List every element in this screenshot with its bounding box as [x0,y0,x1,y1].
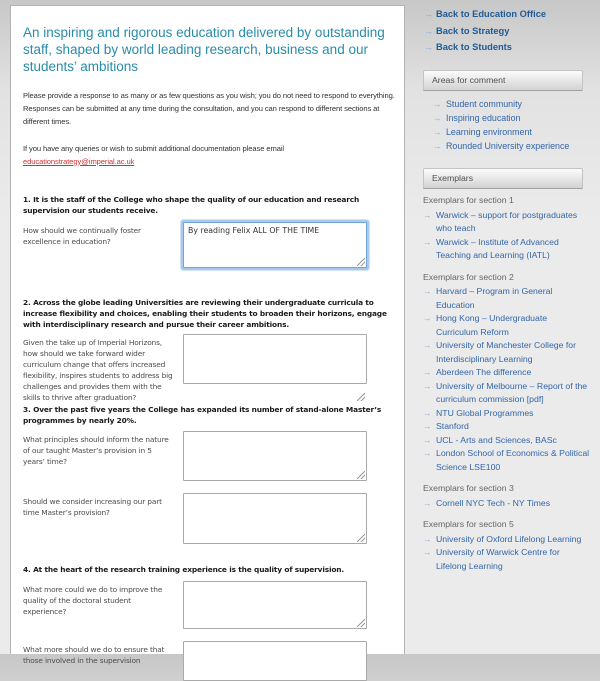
textarea-wrap [183,431,367,481]
field-label: Should we consider increasing our part time Master’s provision? [23,497,162,517]
link-label: Aberdeen The difference [436,367,532,377]
arrow-icon: → [423,313,432,323]
question-3-field-row-2 [23,493,401,544]
field-label: Given the take up of Imperial Horizons, how should we take forward wider curriculum change that offers increased flexibility, inspires students to address big challenges and provides them with the skills to thrive after graduation? [23,338,173,402]
exemplar-group-section-5 [423,518,591,573]
textarea-wrap [183,334,367,403]
sidebar-link-stanford[interactable] [423,420,591,434]
q4-response-textarea-1[interactable] [183,581,367,629]
areas-for-comment-header: Areas for comment [423,70,583,91]
textarea-wrap [183,222,367,268]
link-label: Rounded University experience [446,141,570,151]
question-4-heading: 4. At the heart of the research training experience is the quality of supervision. [23,565,345,574]
question-4-field-row-1 [23,581,401,629]
field-label: What more could we do to improve the quality of the doctoral student experience? [23,585,163,616]
question-3-field-row-1 [23,431,401,481]
sidebar-link-lse100[interactable] [423,447,591,474]
sidebar-link-back-to-strategy[interactable] [424,25,594,38]
field-label: What principles should inform the nature of our taught Master’s provision in 5 years’ time? [23,435,169,466]
arrow-icon: → [423,236,432,247]
exemplar-group-label: Exemplars for section 3 [423,483,514,493]
arrow-icon: → [433,141,442,151]
areas-for-comment-links [433,98,593,154]
resize-handle-icon[interactable] [357,534,365,542]
exemplar-group-section-3 [423,482,591,510]
arrow-icon: → [423,448,432,458]
textarea-wrap [183,493,367,544]
sidebar-link-ucl-basc[interactable] [423,434,591,448]
email-link[interactable]: educationstrategy@imperial.ac.uk [23,156,135,166]
consultation-form-panel [10,5,405,665]
exemplar-group-label: Exemplars for section 2 [423,271,514,282]
sidebar-link-cornell-nyc-tech[interactable] [423,497,591,511]
link-label: Back to Strategy [436,25,510,36]
link-label: UCL - Arts and Sciences, BASc [436,434,557,445]
sidebar-link-inspiring-education[interactable] [433,112,593,126]
link-label: University of Oxford Lifelong Learning [436,533,582,544]
arrow-icon: → [424,9,433,19]
arrow-icon: → [423,380,432,391]
question-2-heading: 2. Across the globe leading Universities are reviewing their undergraduate curricula to increase flexibility and choices, enabling their students to broaden their horizons, engage with interdisciplinary research and pursue their career ambitions. [23,298,387,329]
arrow-icon: → [423,340,432,350]
intro-email-text [23,142,399,168]
arrow-icon: → [423,367,432,377]
arrow-icon: → [423,421,432,431]
resize-handle-icon[interactable] [357,619,365,627]
arrow-icon: → [423,497,432,508]
sidebar-link-manchester-college[interactable] [423,339,591,366]
sidebar-link-oxford-lifelong-learning[interactable] [423,533,591,547]
arrow-icon: → [423,533,432,544]
link-label: Cornell NYC Tech - NY Times [436,497,551,508]
link-label: Back to Education Office [436,9,547,19]
question-2-field-row [23,334,401,403]
field-label: How should we continually foster excellence in education? [23,226,141,246]
sidebar-link-harvard-program[interactable] [423,285,591,312]
link-label: Stanford [436,421,469,431]
sidebar-link-hong-kong-curriculum[interactable] [423,312,591,339]
question-1-heading: 1. It is the staff of the College who shape the quality of our education and research supervision our students receive. [23,195,360,215]
link-label: Back to Students [436,42,512,52]
resize-handle-icon[interactable] [357,471,365,479]
intro-email-line: If you have any queries or wish to submit additional documentation please email [23,143,284,153]
arrow-icon: → [433,127,442,137]
link-label: Learning environment [446,127,532,137]
link-label: Warwick – support for postgraduates who teach [436,209,578,233]
arrow-icon: → [423,407,432,418]
arrow-icon: → [423,547,432,557]
field-label: What more should we do to ensure that those involved in the supervision [23,645,165,665]
sidebar-link-back-to-education-office[interactable] [424,8,594,21]
q1-response-textarea[interactable] [183,222,367,268]
q4-response-textarea-2[interactable] [183,641,367,681]
link-label: University of Manchester College for Interdisciplinary Learning [436,340,577,364]
link-label: Warwick – Institute of Advanced Teaching and Learning (IATL) [436,236,559,260]
q2-response-textarea[interactable] [183,334,367,384]
arrow-icon: → [424,42,433,52]
link-label: Student community [446,99,522,109]
exemplars-header: Exemplars [423,168,583,189]
sidebar-link-rounded-university-experience[interactable] [433,140,593,154]
arrow-icon: → [433,99,442,109]
question-1-field-row [23,222,401,268]
link-label: Inspiring education [446,113,521,123]
page-title: An inspiring and rigorous education delivered by outstanding staff, shaped by world leading research, business and our students’ ambitions [23,25,385,75]
sidebar-link-warwick-postgraduates[interactable] [423,209,591,236]
textarea-wrap [183,581,367,629]
link-label: Harvard – Program in General Education [436,286,553,310]
arrow-icon: → [423,434,432,445]
resize-handle-icon[interactable] [357,258,365,266]
link-label: University of Melbourne – Report of the curriculum commission [pdf] [436,380,588,404]
sidebar-link-learning-environment[interactable] [433,126,593,140]
question-3-heading: 3. Over the past five years the College has expanded its number of stand-alone Master’s programmes by nearly 20%. [23,405,382,425]
sidebar-link-warwick-iatl[interactable] [423,236,591,263]
link-label: Hong Kong – Undergraduate Curriculum Reform [436,313,548,337]
sidebar [407,0,600,654]
sidebar-back-links [424,8,594,58]
exemplar-group-label: Exemplars for section 5 [423,519,514,529]
exemplar-group-section-2 [423,271,591,475]
q3-response-textarea-2[interactable] [183,493,367,544]
arrow-icon: → [423,209,432,220]
sidebar-link-ntu-global[interactable] [423,407,591,421]
sidebar-link-melbourne-report[interactable] [423,380,591,407]
arrow-icon: → [423,286,432,296]
intro-text: Please provide a response to as many or as few questions as you wish; you do not need to respond to everything. Responses can be submitted at any time during the consultation, and you can respond to different sections at different times. [23,90,395,126]
q3-response-textarea-1[interactable] [183,431,367,481]
arrow-icon: → [433,113,442,123]
link-label: London School of Economics & Political Science LSE100 [436,448,590,472]
question-4-field-row-2 [23,641,401,681]
resize-handle-icon[interactable] [357,393,365,401]
exemplar-groups [423,194,591,581]
link-label: NTU Global Programmes [436,407,534,418]
sidebar-link-back-to-students[interactable] [424,41,594,54]
arrow-icon: → [424,25,433,36]
link-label: University of Warwick Centre for Lifelong Learning [436,547,560,571]
exemplar-group-label: Exemplars for section 1 [423,195,514,205]
sidebar-link-warwick-lifelong-learning[interactable] [423,546,591,573]
sidebar-link-aberdeen-difference[interactable] [423,366,591,380]
textarea-wrap [183,641,367,681]
sidebar-link-student-community[interactable] [433,98,593,112]
exemplar-group-section-1 [423,194,591,263]
